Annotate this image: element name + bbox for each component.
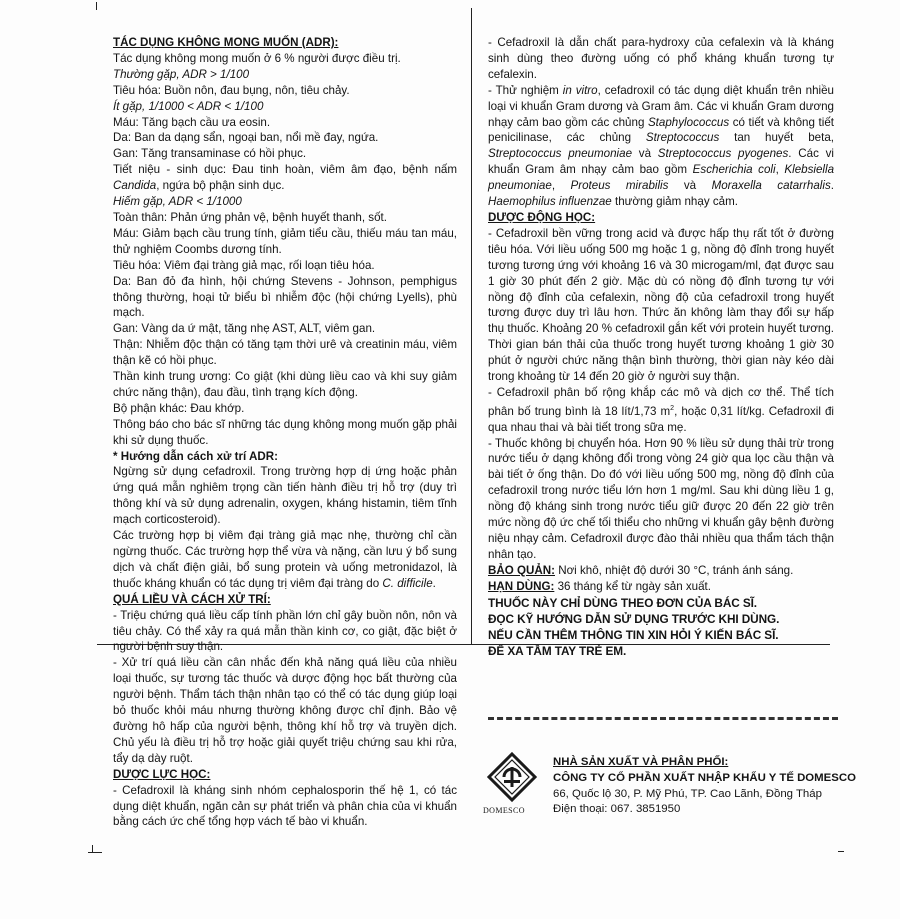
adr-rare-item: Toàn thân: Phản ứng phản vệ, bệnh huyết thanh, sốt. [113,210,387,224]
warning-line: ĐỂ XA TẦM TAY TRẺ EM. [488,643,627,658]
adr-guide-heading: * Hướng dẫn cách xử trí ADR: [113,449,279,463]
adr-heading: TÁC DỤNG KHÔNG MONG MUỐN (ADR): [113,36,339,49]
pharmacodynamics-paragraph: - Cefadroxil là kháng sinh nhóm cephalosporin thế hệ 1, có tác dụng diệt khuẩn, ngăn cản sự phát triển và phân chia của vi khuẩn bằng cách ức chế tổng hợp vách tế bào vi khuẩn. [113,783,457,829]
pharmacodynamics-spectrum: - Thử nghiệm in vitro, cefadroxil có tác dụng diệt khuẩn trên nhiều loại vi khuẩn Gram dương và Gram âm. Các vi khuẩn Gram dương nhạy cảm bao gồm các chủng Staphylococcus có tiết và không tiết penicilinase, các chủng Streptococcus tan huyết beta, Streptococcus pneumoniae và Streptococcus pyogenes. Các vi khuẩn Gram âm nhạy cảm bao gồm Escherichia coli, Klebsiella pneumoniae, Proteus mirabilis và Moraxella catarrhalis. Haemophilus influenzae thường giảm nhạy cảm. [488,83,835,209]
pharmacokinetics-paragraph: - Cefadroxil phân bố rộng khắp các mô và dịch cơ thể. Thể tích phân bố trung bình là 18 lít/1,73 $m^2$, hoặc 0,31 lít/kg. Cefadroxil đi qua nhau thai và bài tiết trong sữa mẹ. [488,385,834,434]
overdose-paragraph: - Triệu chứng quá liều cấp tính phần lớn chỉ gây buồn nôn, nôn và tiêu chảy. Có thể xảy ra quá mẫn thần kinh cơ, co giật, đặc biệt ở người bệnh suy thận. [113,608,457,654]
corner-mark-bottom-left-vertical [92,845,93,853]
corner-mark-bottom-right [838,851,844,852]
manufacturer-address: 66, Quốc lộ 30, P. Mỹ Phú, TP. Cao Lãnh, Đồng Tháp [553,787,822,800]
adr-common-item: Tiêu hóa: Buồn nôn, đau bụng, nôn, tiêu chảy. [113,83,350,97]
manufacturer-block [553,755,856,818]
adr-rare-label: Hiếm gặp, ADR < 1/1000 [113,195,242,209]
adr-rare-item: Gan: Vàng da ứ mật, tăng nhẹ AST, ALT, viêm gan. [113,322,376,336]
manufacturer-company: CÔNG TY CỔ PHẦN XUẤT NHẬP KHẨU Y TẾ DOMESCO [553,771,856,784]
left-column [113,35,457,830]
adr-rare-item: Bộ phận khác: Đau khớp. [113,401,245,415]
logo-caption: DOMESCO [483,806,525,815]
domesco-logo-icon [487,752,537,806]
warning-line: THUỐC NÀY CHỈ DÙNG THEO ĐƠN CỦA BÁC SĨ. [488,595,757,610]
pharmacokinetics-paragraph: - Thuốc không bị chuyển hóa. Hơn 90 % liều sử dụng thải trừ trong nước tiểu ở dạng không đổi trong vòng 24 giờ qua lọc cầu thận và bài tiết ở ống thận. Do đó với liều uống 500 mg, nồng độ đỉnh của cefadroxil trong nước tiểu lớn hơn 1 mg/ml. Sau khi dùng liều 1 g, nồng độ kháng sinh trong nước tiểu giữ được 20 đến 22 giờ trên mức nồng độ ức chế tối thiểu cho những vi khuẩn gây bệnh đường niệu nhạy cảm. Cefadroxil được đào thải nhiều qua thẩm tách thận nhân tạo. [488,436,834,561]
adr-rare-item: Tiêu hóa: Viêm đại tràng giả mạc, rối loạn tiêu hóa. [113,258,375,272]
adr-rare-item: Thần kinh trung ương: Co giật (khi dùng liều cao và khi suy giảm chức năng thận), đau đầu, tình trạng kích động. [113,370,457,399]
adr-guide-paragraph: Ngừng sử dụng cefadroxil. Trong trường hợp dị ứng hoặc phản ứng quá mẫn nghiêm trọng cần tiến hành điều trị hỗ trợ (duy trì thông khí và sử dụng adrenalin, oxygen, kháng histamin, tiêm tĩnh mạch corticosteroid). [113,465,457,527]
adr-rare-item: Da: Ban đỏ đa hình, hội chứng Stevens - Johnson, pemphigus thông thường, hoại tử biểu bì nhiễm độc (hội chứng Lyells), phù mạch. [113,274,457,320]
warning-line: ĐỌC KỸ HƯỚNG DẪN SỬ DỤNG TRƯỚC KHI DÙNG. [488,611,780,626]
adr-common-label: Thường gặp, ADR > 1/100 [113,67,250,81]
dashed-separator [488,717,838,720]
manufacturer-phone: Điện thoại: 067. 3851950 [553,803,681,816]
storage-line: BẢO QUẢN: Nơi khô, nhiệt độ dưới 30 °C, tránh ánh sáng. [488,563,794,577]
adr-uncommon-item: Gan: Tăng transaminase có hồi phục. [113,147,307,161]
adr-guide-paragraph: Các trường hợp bị viêm đại tràng giả mạc nhẹ, thường chỉ cần ngừng thuốc. Các trường hợp thể vừa và nặng, cần lưu ý bổ sung dịch và chất điện giải, bổ sung protein và uống metronidazol, là thuốc kháng khuẩn có tác dụng trị viêm đại tràng do C. difficile. [113,529,457,590]
pharmacokinetics-heading: DƯỢC ĐỘNG HỌC: [488,210,596,224]
pharmacokinetics-paragraph: - Cefadroxil bền vững trong acid và được hấp thụ rất tốt ở đường tiêu hóa. Với liều uống 500 mg hoặc 1 g, nồng độ đỉnh trong huyết tương tương ứng với khoảng 16 và 30 microgam/ml, đạt được sau 1 giờ 30 phút đến 2 giờ. Mặc dù có nồng độ đỉnh tương tự với nồng độ đỉnh của cefalexin, nồng độ của cefadroxil trong huyết tương được duy trì lâu hơn. Thức ăn không làm thay đổi sự hấp thụ thuốc. Khoảng 20 % cefadroxil gắn kết với protein huyết tương. Thời gian bán thải của thuốc trong huyết tương khoảng 1 giờ 30 phút ở người chức năng thận bình thường, thời gian này kéo dài trong khoảng từ 14 đến 20 giờ ở người suy thận. [488,226,834,384]
adr-notice: Thông báo cho bác sĩ những tác dụng không mong muốn gặp phải khi sử dụng thuốc. [113,417,457,447]
overdose-heading: QUÁ LIỀU VÀ CÁCH XỬ TRÍ: [113,592,271,606]
warning-line: NẾU CẦN THÊM THÔNG TIN XIN HỎI Ý KIẾN BÁC SĨ. [488,627,779,642]
adr-rare-item: Thận: Nhiễm độc thận có tăng tạm thời urê và creatinin máu, viêm thận kẽ có hồi phục. [113,338,457,368]
adr-uncommon-item: Da: Ban da dạng sẩn, ngoại ban, nổi mề đay, ngứa. [113,131,379,145]
pharmacodynamics-paragraph: - Cefadroxil là dẫn chất para-hydroxy của cefalexin và là kháng sinh dùng theo đường uống có phổ kháng khuẩn tương tự cefalexin. [488,36,834,81]
expiry-line: HẠN DÙNG: 36 tháng kể từ ngày sản xuất. [488,579,711,593]
corner-mark-bottom-left [88,852,102,853]
adr-uncommon-genital: Tiết niệu - sinh dục: Đau tinh hoàn, viêm âm đạo, bệnh nấm Candida, ngứa bộ phận sinh dục. [113,163,457,193]
manufacturer-label: NHÀ SẢN XUẤT VÀ PHÂN PHỐI: [553,756,729,768]
adr-rare-item: Máu: Giảm bạch cầu trung tính, giảm tiểu cầu, thiếu máu tan máu, thử nghiệm Coombs dương tính. [113,226,457,256]
adr-uncommon-label: Ít gặp, 1/1000 < ADR < 1/100 [113,99,264,113]
adr-intro: Tác dụng không mong muốn ở 6 % người được điều trị. [113,51,401,65]
right-column [488,35,834,659]
overdose-paragraph: - Xử trí quá liều cần cân nhắc đến khả năng quá liều của nhiều loại thuốc, sự tương tác thuốc và dược động học bất thường của người bệnh. Thẩm tách thận nhân tạo có thể có tác dụng giúp loại bỏ thuốc khỏi máu nhưng thường không được chỉ định. Bảo vệ đường hô hấp của người bệnh, thông khí hỗ trợ và truyền dịch. Chủ yếu là điều trị hỗ trợ hoặc giải quyết triệu chứng sau khi rửa, tẩy dạ dày ruột. [113,656,457,765]
corner-mark-top-left [96,2,97,10]
column-divider [471,8,472,644]
adr-uncommon-item: Máu: Tăng bạch cầu ưa eosin. [113,115,271,129]
pharmacodynamics-heading: DƯỢC LỰC HỌC: [113,767,211,781]
